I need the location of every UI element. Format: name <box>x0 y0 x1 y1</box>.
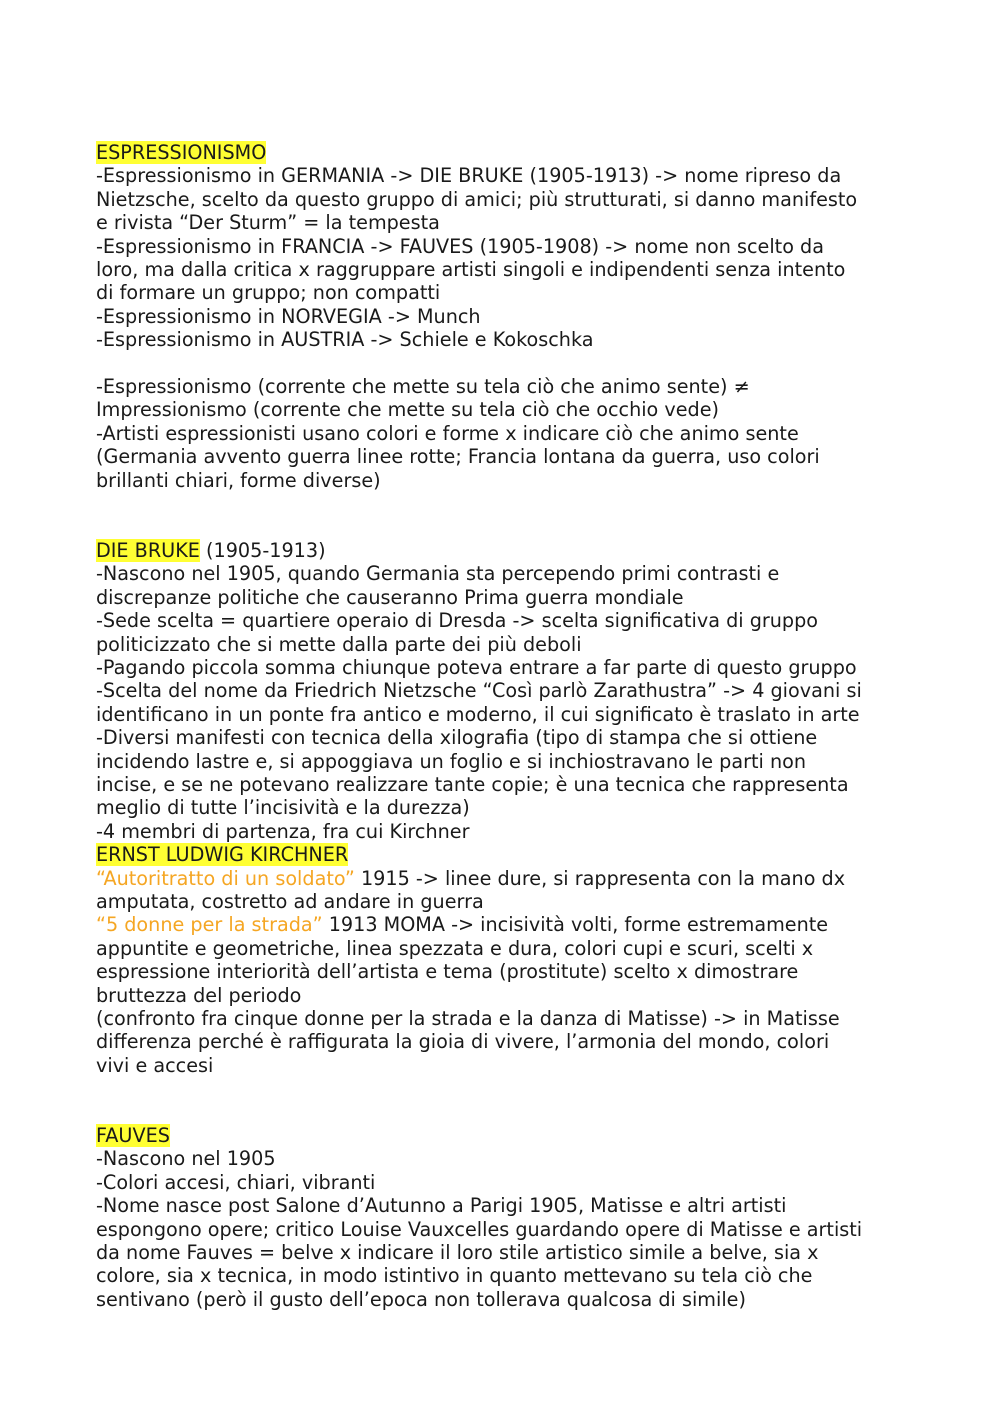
line-text: -Pagando piccola somma chiunque poteva entrare a far parte di questo gruppo <box>96 655 857 679</box>
text-line <box>96 164 920 187</box>
line-text: di formare un gruppo; non compatti <box>96 281 441 305</box>
text-line <box>96 235 920 258</box>
line-text: sentivano (però il gusto dell’epoca non tollerava qualcosa di simile) <box>96 1287 746 1311</box>
line-text: -Espressionismo in FRANCIA -> FAUVES (1905-1908) -> nome non scelto da <box>96 234 824 258</box>
text-line <box>96 890 920 913</box>
line-text: -Colori accesi, chiari, vibranti <box>96 1170 376 1194</box>
text-line <box>96 843 920 866</box>
text-line <box>96 960 920 983</box>
line-text: meglio di tutte l’incisività e la durezza) <box>96 796 470 820</box>
line-text: differenza perché è raffigurata la gioia di vivere, l’armonia del mondo, colori <box>96 1030 830 1054</box>
text-line <box>96 422 920 445</box>
text-line <box>96 1030 920 1053</box>
line-text: -Diversi manifesti con tecnica della xilografia (tipo di stampa che si ottiene <box>96 726 818 750</box>
text-line <box>96 1194 920 1217</box>
text-line <box>96 562 920 585</box>
text-line <box>96 398 920 421</box>
text-line <box>96 867 920 890</box>
text-line <box>96 1171 920 1194</box>
text-line <box>96 820 920 843</box>
line-text: -Sede scelta = quartiere operaio di Dresda -> scelta significativa di gruppo <box>96 609 819 633</box>
line-text: -Scelta del nome da Friedrich Nietzsche “Così parlò Zarathustra” -> 4 giovani si <box>96 679 862 703</box>
line-text: espongono opere; critico Louise Vauxcelles guardando opere di Matisse e artisti <box>96 1217 863 1241</box>
blank-line <box>96 492 920 539</box>
text-line <box>96 913 920 936</box>
line-text: Nietzsche, scelto da questo gruppo di amici; più strutturati, si danno manifesto <box>96 187 858 211</box>
line-text: 1913 MOMA -> incisività volti, forme estremamente <box>322 913 829 937</box>
artwork-title: “5 donne per la strada” <box>96 913 323 937</box>
line-text: loro, ma dalla critica x raggruppare artisti singoli e indipendenti senza intento <box>96 258 846 282</box>
text-line <box>96 984 920 1007</box>
text-line <box>96 586 920 609</box>
highlighted-heading: DIE BRUKE <box>96 538 200 562</box>
document-body <box>96 141 920 1311</box>
line-text: incise, e se ne potevano realizzare tante copie; è una tecnica che rappresenta <box>96 772 849 796</box>
text-line <box>96 937 920 960</box>
text-line <box>96 281 920 304</box>
line-text: -Espressionismo in NORVEGIA -> Munch <box>96 304 481 328</box>
blank-line <box>96 352 920 375</box>
line-text: -Espressionismo in GERMANIA -> DIE BRUKE (1905-1913) -> nome ripreso da <box>96 164 842 188</box>
line-text: incidendo lastre e, si appoggiava un foglio e si inchiostravano le parti non <box>96 749 807 773</box>
text-line <box>96 796 920 819</box>
line-text: -4 membri di partenza, fra cui Kirchner <box>96 819 470 843</box>
text-line <box>96 1288 920 1311</box>
line-text: -Artisti espressionisti usano colori e forme x indicare ciò che animo sente <box>96 421 799 445</box>
text-line <box>96 1007 920 1030</box>
line-text: espressione interiorità dell’artista e tema (prostitute) scelto x dimostrare <box>96 960 799 984</box>
text-line <box>96 750 920 773</box>
line-text: politicizzato che si mette dalla parte dei più deboli <box>96 632 582 656</box>
line-text: brillanti chiari, forme diverse) <box>96 468 381 492</box>
text-line <box>96 726 920 749</box>
line-text: e rivista “Der Sturm” = la tempesta <box>96 211 440 235</box>
line-text: vivi e accesi <box>96 1053 214 1077</box>
highlighted-heading: FAUVES <box>96 1124 170 1148</box>
line-text: Impressionismo (corrente che mette su tela ciò che occhio vede) <box>96 398 720 422</box>
highlighted-heading: ERNST LUDWIG KIRCHNER <box>96 843 349 867</box>
line-text: colore, sia x tecnica, in modo istintivo in quanto mettevano su tela ciò che <box>96 1264 813 1288</box>
line-text: appuntite e geometriche, linea spezzata e dura, colori cupi e scuri, scelti x <box>96 936 814 960</box>
text-line <box>96 609 920 632</box>
text-line <box>96 469 920 492</box>
text-line <box>96 1147 920 1170</box>
text-line <box>96 1264 920 1287</box>
text-line <box>96 703 920 726</box>
artwork-title: “Autoritratto di un soldato” <box>96 866 355 890</box>
line-text: amputata, costretto ad andare in guerra <box>96 889 484 913</box>
text-line <box>96 1218 920 1241</box>
text-line <box>96 258 920 281</box>
text-line <box>96 773 920 796</box>
text-line <box>96 539 920 562</box>
section-fauves <box>96 1124 920 1311</box>
line-text: 1915 -> linee dure, si rappresenta con la mano dx <box>354 866 846 890</box>
line-text: (Germania avvento guerra linee rotte; Francia lontana da guerra, uso colori <box>96 445 820 469</box>
text-line <box>96 188 920 211</box>
line-text: -Nome nasce post Salone d’Autunno a Parigi 1905, Matisse e altri artisti <box>96 1194 787 1218</box>
line-text: -Espressionismo (corrente che mette su tela ciò che animo sente) ≠ <box>96 375 750 399</box>
line-text: identificano in un ponte fra antico e moderno, il cui significato è traslato in arte <box>96 702 860 726</box>
line-text: (1905-1913) <box>199 538 326 562</box>
text-line <box>96 1124 920 1147</box>
line-text: da nome Fauves = belve x indicare il loro stile artistico simile a belve, sia x <box>96 1241 819 1265</box>
highlighted-heading: ESPRESSIONISMO <box>96 141 267 164</box>
line-text: (confronto fra cinque donne per la strada e la danza di Matisse) -> in Matisse <box>96 1007 840 1030</box>
section-die-bruke <box>96 539 920 1124</box>
text-line <box>96 679 920 702</box>
text-line <box>96 445 920 468</box>
text-line <box>96 211 920 234</box>
blank-line <box>96 1077 920 1124</box>
line-text: discrepanze politiche che causeranno Prima guerra mondiale <box>96 585 684 609</box>
line-text: bruttezza del periodo <box>96 983 302 1007</box>
section-espressionismo <box>96 141 920 539</box>
text-line <box>96 305 920 328</box>
text-line <box>96 656 920 679</box>
text-line <box>96 1241 920 1264</box>
line-text: -Espressionismo in AUSTRIA -> Schiele e Kokoschka <box>96 328 594 352</box>
line-text: -Nascono nel 1905 <box>96 1147 276 1171</box>
line-text: -Nascono nel 1905, quando Germania sta percependo primi contrasti e <box>96 562 780 586</box>
text-line <box>96 328 920 351</box>
text-line <box>96 375 920 398</box>
text-line <box>96 141 920 164</box>
text-line <box>96 1054 920 1077</box>
text-line <box>96 633 920 656</box>
